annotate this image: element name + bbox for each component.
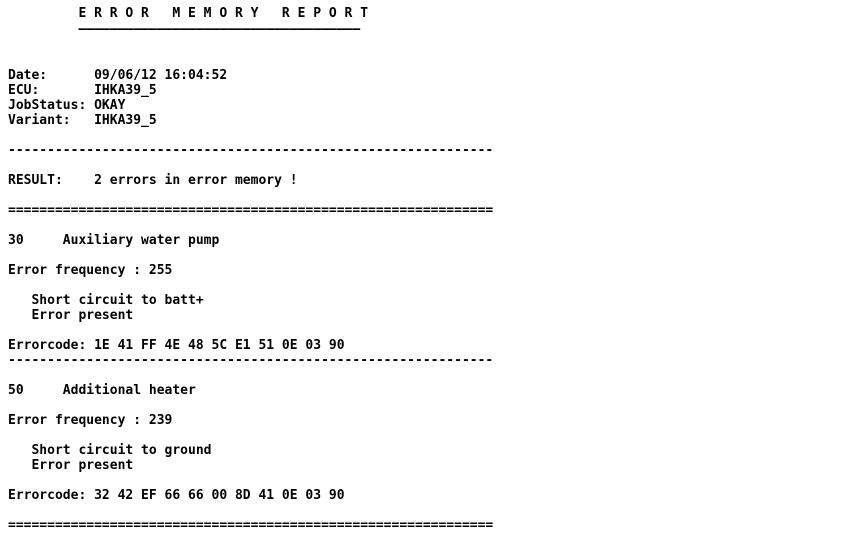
separator-top: -------------------------------------------------------------- — [8, 143, 494, 158]
error-detail-1-1: Short circuit to batt+ — [8, 293, 204, 308]
spacer-9 — [8, 323, 864, 338]
spacer-8 — [8, 278, 864, 293]
report-variant-line: Variant: IHKA39_5 — [8, 113, 157, 128]
report-title-underline: ———————————————————————————————————— — [8, 22, 361, 37]
report-ecu-line: ECU: IHKA39_5 — [8, 83, 157, 98]
error-entry-header-2: 50 Additional heater — [8, 383, 196, 398]
report-result-line: RESULT: 2 errors in error memory ! — [8, 173, 298, 188]
spacer-4 — [8, 158, 864, 173]
spacer-2 — [8, 53, 864, 68]
separator-after-result: ============================================================== — [8, 203, 494, 218]
spacer-7 — [8, 248, 864, 263]
spacer-10 — [8, 368, 864, 383]
spacer-1 — [8, 38, 864, 53]
error-detail-2-1: Short circuit to ground — [8, 443, 212, 458]
error-detail-1-2: Error present — [8, 308, 134, 323]
errorcode-line-2: Errorcode: 32 42 EF 66 66 00 8D 41 0E 03 90 — [8, 488, 345, 503]
separator-between-entries: -------------------------------------------------------------- — [8, 353, 494, 368]
errorcode-line-1: Errorcode: 1E 41 FF 4E 48 5C E1 51 0E 03 90 — [8, 338, 345, 353]
spacer-14 — [8, 503, 864, 518]
error-frequency-1: Error frequency : 255 — [8, 263, 173, 278]
spacer-13 — [8, 473, 864, 488]
report-jobstatus-line: JobStatus: OKAY — [8, 98, 126, 113]
report-title: E R R O R M E M O R Y R E P O R T — [8, 6, 369, 21]
spacer-12 — [8, 428, 864, 443]
error-frequency-2: Error frequency : 239 — [8, 413, 173, 428]
spacer-11 — [8, 398, 864, 413]
separator-bottom: ============================================================== — [8, 518, 494, 533]
error-entry-header-1: 30 Auxiliary water pump — [8, 233, 220, 248]
spacer-6 — [8, 218, 864, 233]
spacer-5 — [8, 188, 864, 203]
report-date-line: Date: 09/06/12 16:04:52 — [8, 68, 228, 83]
error-detail-2-2: Error present — [8, 458, 134, 473]
spacer-3 — [8, 128, 864, 143]
